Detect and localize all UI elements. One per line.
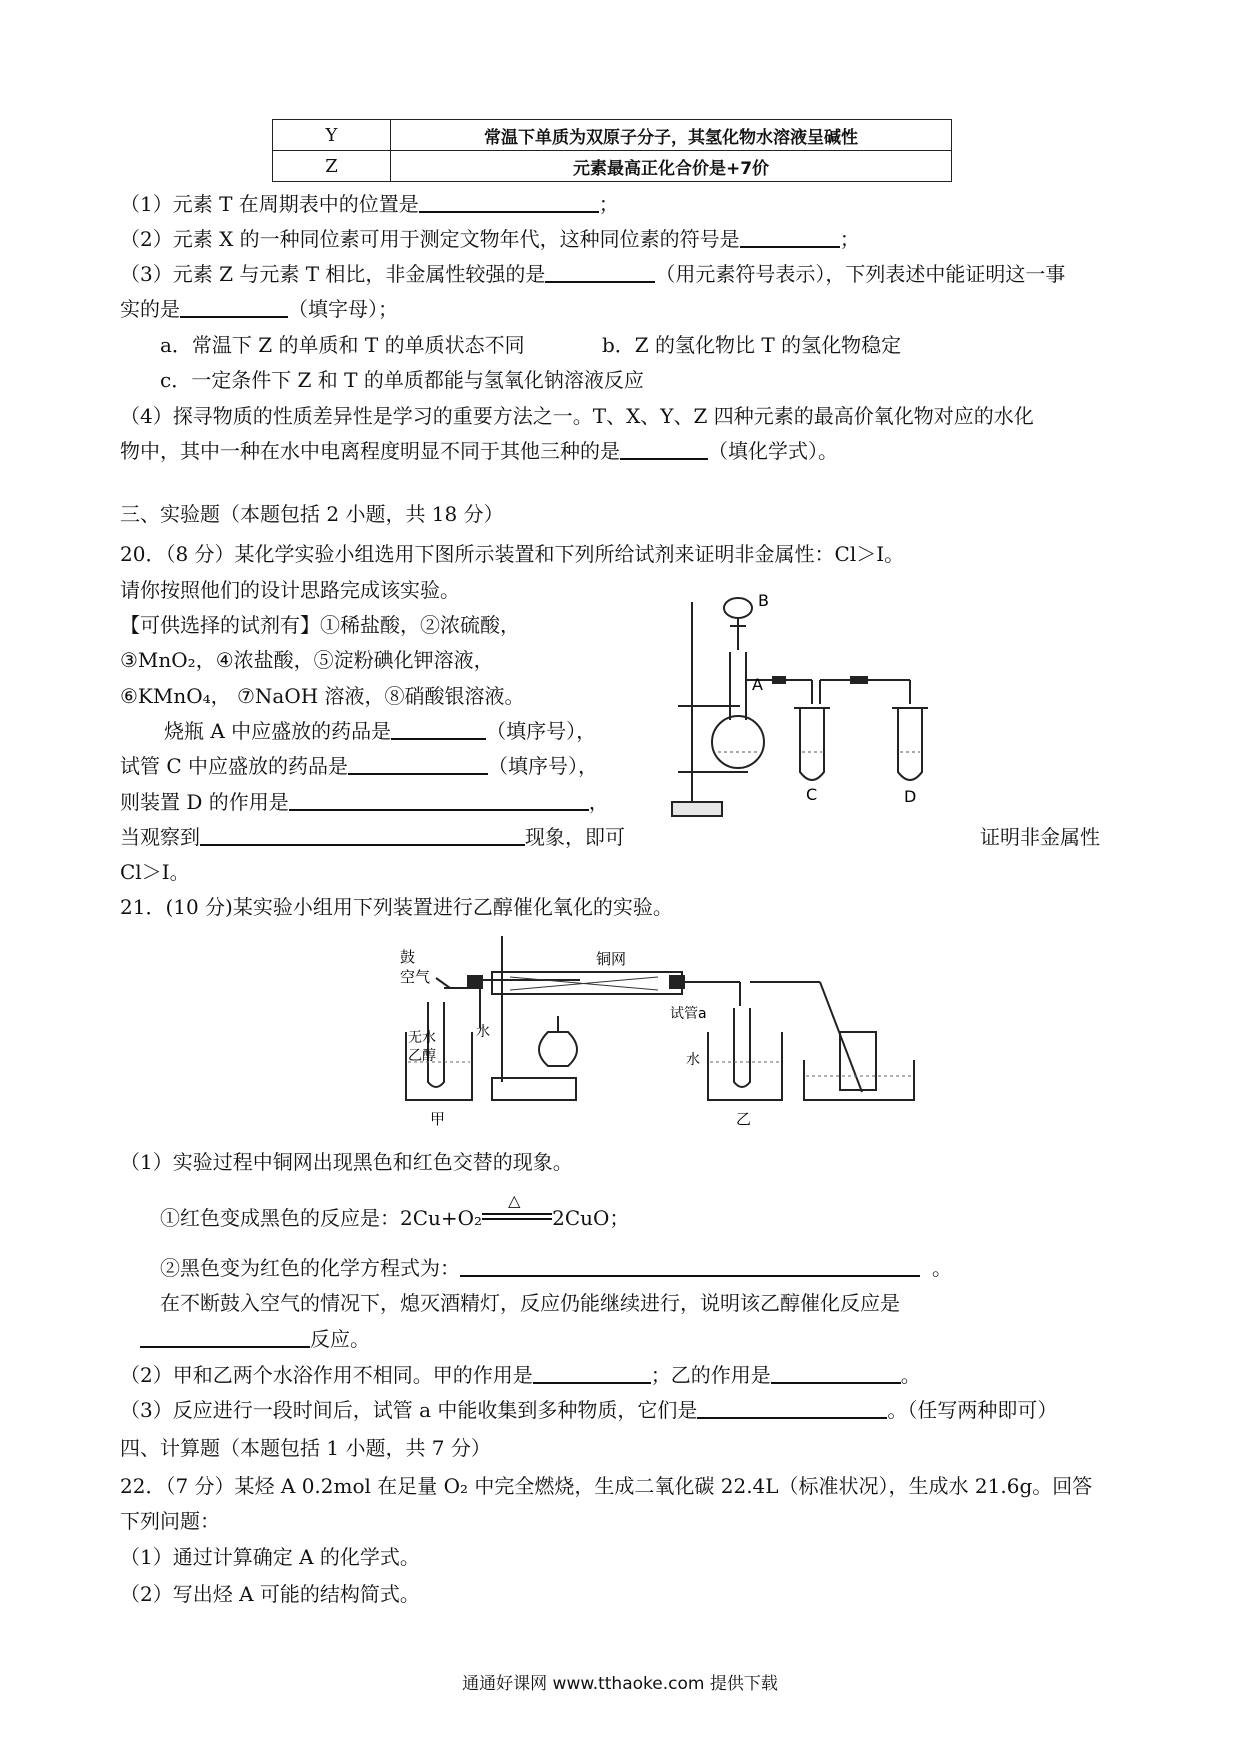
q22-line1: 22．（7 分）某烃 A 0.2mol 在足量 O₂ 中完全燃烧，生成二氧化碳 22.4L（标准状况），生成水 21.6g。回答 [120, 1474, 1093, 1498]
q20-line3: 【可供选择的试剂有】①稀盐酸，②浓硫酸， [120, 613, 520, 637]
q19-part4b: 物中，其中一种在水中电离程度明显不同于其他三种的是 （填化学式）。 [120, 439, 838, 463]
q20-line7: 试管 C 中应盛放的药品是 （填序号）， [120, 754, 599, 778]
q21-reaction3: 在不断鼓入空气的情况下，熄灭酒精灯，反应仍能继续进行，说明该乙醇催化反应是 [160, 1291, 900, 1315]
chlorine-apparatus-figure [660, 592, 960, 834]
q20-line4: ③MnO₂，④浓盐酸，⑤淀粉碘化钾溶液， [120, 648, 494, 672]
answer-blank[interactable] [140, 1326, 310, 1348]
q20-line9: 当观察到 现象，即可 [120, 825, 625, 849]
q19-option-c: c．一定条件下 Z 和 T 的单质都能与氢氧化钠溶液反应 [160, 368, 644, 392]
q20-line5: ⑥KMnO₄， ⑦NaOH 溶液，⑧硝酸银溶液。 [120, 684, 525, 708]
heat-symbol: △ [508, 1191, 521, 1210]
label-blow: 鼓 [400, 948, 416, 966]
q22-part2: （2）写出烃 A 可能的结构简式。 [120, 1582, 420, 1606]
table-row [273, 120, 952, 151]
q19-part2: （2）元素 X 的一种同位素可用于测定文物年代，这种同位素的符号是 ； [120, 227, 860, 251]
label-d: D [904, 787, 917, 806]
q20-line1: 20．（8 分）某化学实验小组选用下图所示装置和下列所给试剂来证明非金属性：Cl＞I。 [120, 542, 905, 566]
q19-option-a: a．常温下 Z 的单质和 T 的单质状态不同 [160, 333, 525, 357]
answer-blank[interactable] [200, 824, 525, 846]
label-water-jia: 水 [476, 1024, 490, 1040]
q20-line9-end: 证明非金属性 [980, 825, 1100, 849]
answer-blank[interactable] [771, 1362, 901, 1384]
q19-part3b: 实的是 （填字母）； [120, 297, 398, 321]
page-footer: 通通好课网 www.tthaoke.com 提供下载 [462, 1674, 778, 1694]
label-tube-a: 试管a [670, 1006, 707, 1022]
answer-blank[interactable] [620, 438, 708, 460]
label-air: 空气 [400, 968, 431, 986]
section-heading: 三、实验题（本题包括 2 小题，共 18 分） [120, 502, 504, 526]
answer-blank[interactable] [533, 1362, 651, 1384]
label-yi: 乙 [736, 1110, 752, 1128]
label-anhydrous: 无水 [408, 1030, 436, 1046]
q21-line1: 21．(10 分)某实验小组用下列装置进行乙醇催化氧化的实验。 [120, 895, 673, 919]
label-ethanol: 乙醇 [408, 1048, 436, 1064]
answer-blank[interactable] [391, 718, 486, 740]
ethanol-oxidation-apparatus-figure [400, 932, 920, 1132]
table-cell-key: Y [273, 120, 391, 151]
element-table [272, 119, 952, 182]
answer-blank[interactable] [348, 753, 488, 775]
q21-reaction2: ②黑色变为红色的化学方程式为： 。 [160, 1256, 952, 1280]
q19-part3a: （3）元素 Z 与元素 T 相比，非金属性较强的是 （用元素符号表示），下列表述中能证明这一事 [120, 262, 1066, 286]
answer-blank[interactable] [180, 296, 288, 318]
table-cell-value: 元素最高正化合价是+7价 [391, 151, 952, 182]
q19-option-b: b．Z 的氢化物比 T 的氢化物稳定 [602, 333, 902, 357]
q20-line2: 请你按照他们的设计思路完成该实验。 [120, 578, 460, 602]
q20-line10: Cl＞I。 [120, 860, 190, 884]
answer-blank[interactable] [289, 789, 589, 811]
answer-blank[interactable] [545, 261, 655, 283]
label-jia: 甲 [430, 1110, 446, 1128]
q21-reaction4: 反应。 [140, 1325, 370, 1353]
q21-part2: （2）甲和乙两个水浴作用不相同。甲的作用是 ；乙的作用是 。 [120, 1363, 921, 1387]
q20-line8: 则装置 D 的作用是 ， [120, 790, 609, 814]
label-c: C [806, 785, 818, 804]
table-cell-key: Z [273, 151, 391, 182]
q21-reaction1: ①红色变成黑色的反应是：2Cu+O₂ △ 2CuO； [160, 1204, 629, 1232]
q19-part4a: （4）探寻物质的性质差异性是学习的重要方法之一。T、X、Y、Z 四种元素的最高价氧化物对应的水化 [120, 404, 1034, 428]
section-heading: 四、计算题（本题包括 1 小题，共 7 分） [120, 1436, 491, 1460]
label-b: B [758, 592, 769, 610]
answer-blank[interactable] [419, 191, 599, 213]
heating-equal-sign [482, 1191, 552, 1227]
q22-part1: （1）通过计算确定 A 的化学式。 [120, 1545, 420, 1569]
answer-blank[interactable] [740, 226, 840, 248]
q21-part1: （1）实验过程中铜网出现黑色和红色交替的现象。 [120, 1150, 573, 1174]
label-water-yi: 水 [686, 1052, 700, 1068]
table-cell-value: 常温下单质为双原子分子，其氢化物水溶液呈碱性 [391, 120, 952, 151]
q20-line6: 烧瓶 A 中应盛放的药品是 （填序号）， [164, 719, 597, 743]
label-a: A [752, 675, 763, 694]
q21-part3: （3）反应进行一段时间后，试管 a 中能收集到多种物质，它们是 。（任写两种即可） [120, 1398, 1058, 1422]
answer-blank[interactable] [460, 1255, 920, 1277]
q22-line2: 下列问题： [120, 1509, 220, 1533]
table-row [273, 151, 952, 182]
label-copper-gauze: 铜网 [596, 950, 627, 968]
q19-part1: （1）元素 T 在周期表中的位置是 ； [120, 192, 619, 216]
answer-blank[interactable] [697, 1397, 887, 1419]
